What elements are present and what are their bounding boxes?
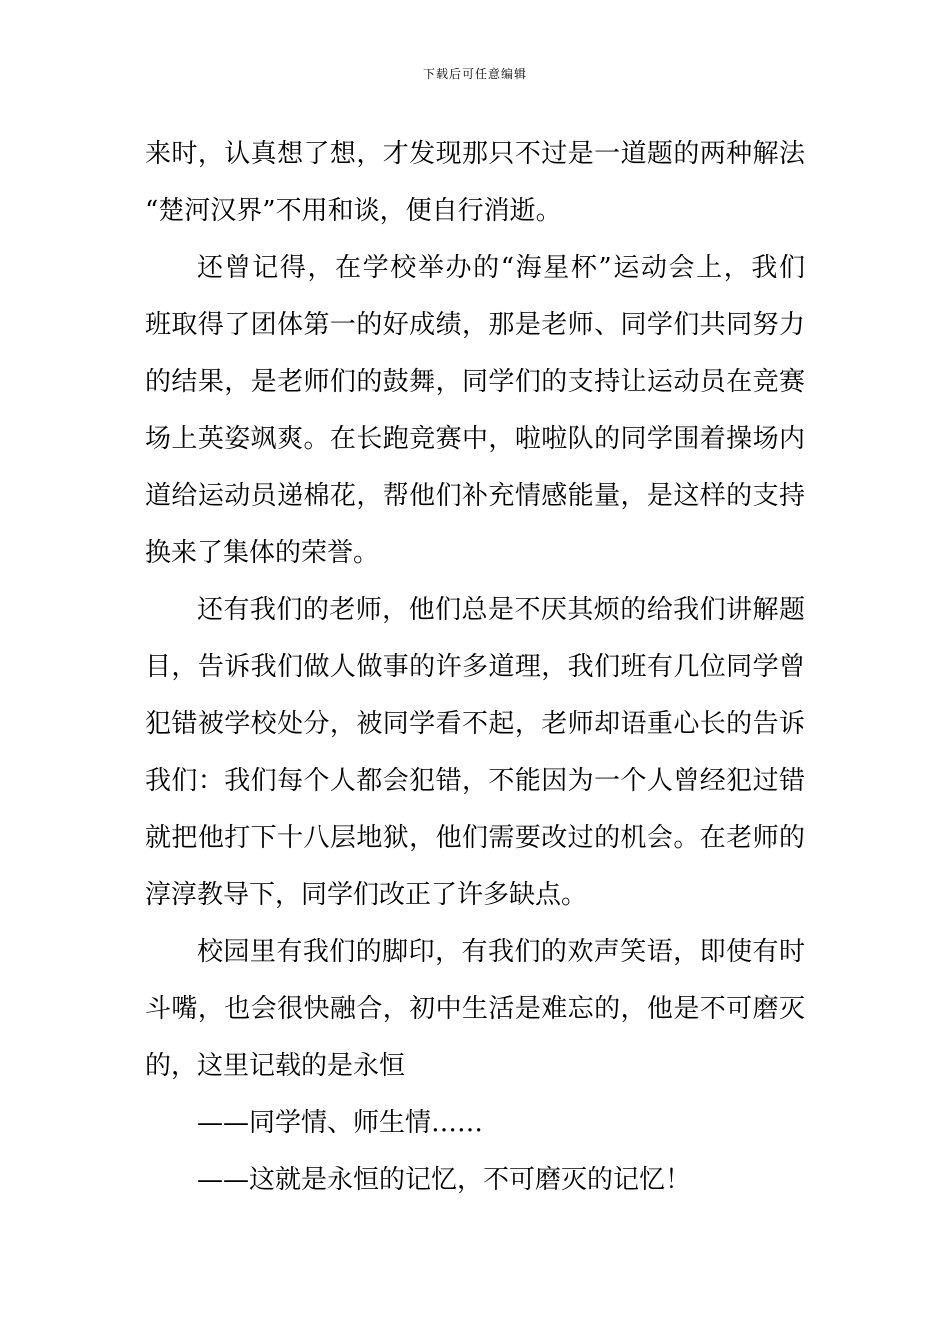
text-line: 还有我们的老师，他们总是不厌其烦的给我们讲解题 — [197, 595, 805, 625]
text-line: 校园里有我们的脚印，有我们的欢声笑语，即使有时 — [197, 937, 805, 967]
text-line: 犯错被学校处分，被同学看不起，老师却语重心长的告诉 — [145, 709, 805, 739]
text-line: 班取得了团体第一的好成绩，那是老师、同学们共同努力 — [145, 310, 805, 340]
text-line: 我们：我们每个人都会犯错，不能因为一个人曾经犯过错 — [145, 766, 805, 796]
text-line: 淳淳教导下，同学们改正了许多缺点。 — [145, 880, 588, 910]
text-line: 场上英姿飒爽。在长跑竞赛中，啦啦队的同学围着操场内 — [145, 424, 805, 454]
text-line: 斗嘴，也会很快融合，初中生活是难忘的，他是不可磨灭 — [145, 994, 805, 1024]
text-line: 目，告诉我们做人做事的许多道理，我们班有几位同学曾 — [145, 652, 805, 682]
text-line: 来时，认真想了想，才发现那只不过是一道题的两种解法 — [145, 139, 805, 169]
text-line: 还曾记得，在学校举办的“海星杯”运动会上，我们 — [197, 253, 805, 283]
document-body — [145, 126, 805, 1209]
text-line: ——同学情、师生情…… — [197, 1108, 484, 1138]
text-line: 的结果，是老师们的鼓舞，同学们的支持让运动员在竞赛 — [145, 367, 805, 397]
page-header: 下载后可任意编辑 — [422, 67, 527, 81]
text-line: 换来了集体的荣誉。 — [145, 538, 380, 568]
text-line: 道给运动员递棉花，帮他们补充情感能量，是这样的支持 — [145, 481, 805, 511]
text-line: 就把他打下十八层地狱，他们需要改过的机会。在老师的 — [145, 823, 805, 853]
text-line: “楚河汉界”不用和谈，便自行消逝。 — [145, 196, 562, 226]
text-line: ——这就是永恒的记忆，不可磨灭的记忆！ — [197, 1165, 692, 1195]
text-line: 的，这里记载的是永恒 — [145, 1051, 406, 1081]
